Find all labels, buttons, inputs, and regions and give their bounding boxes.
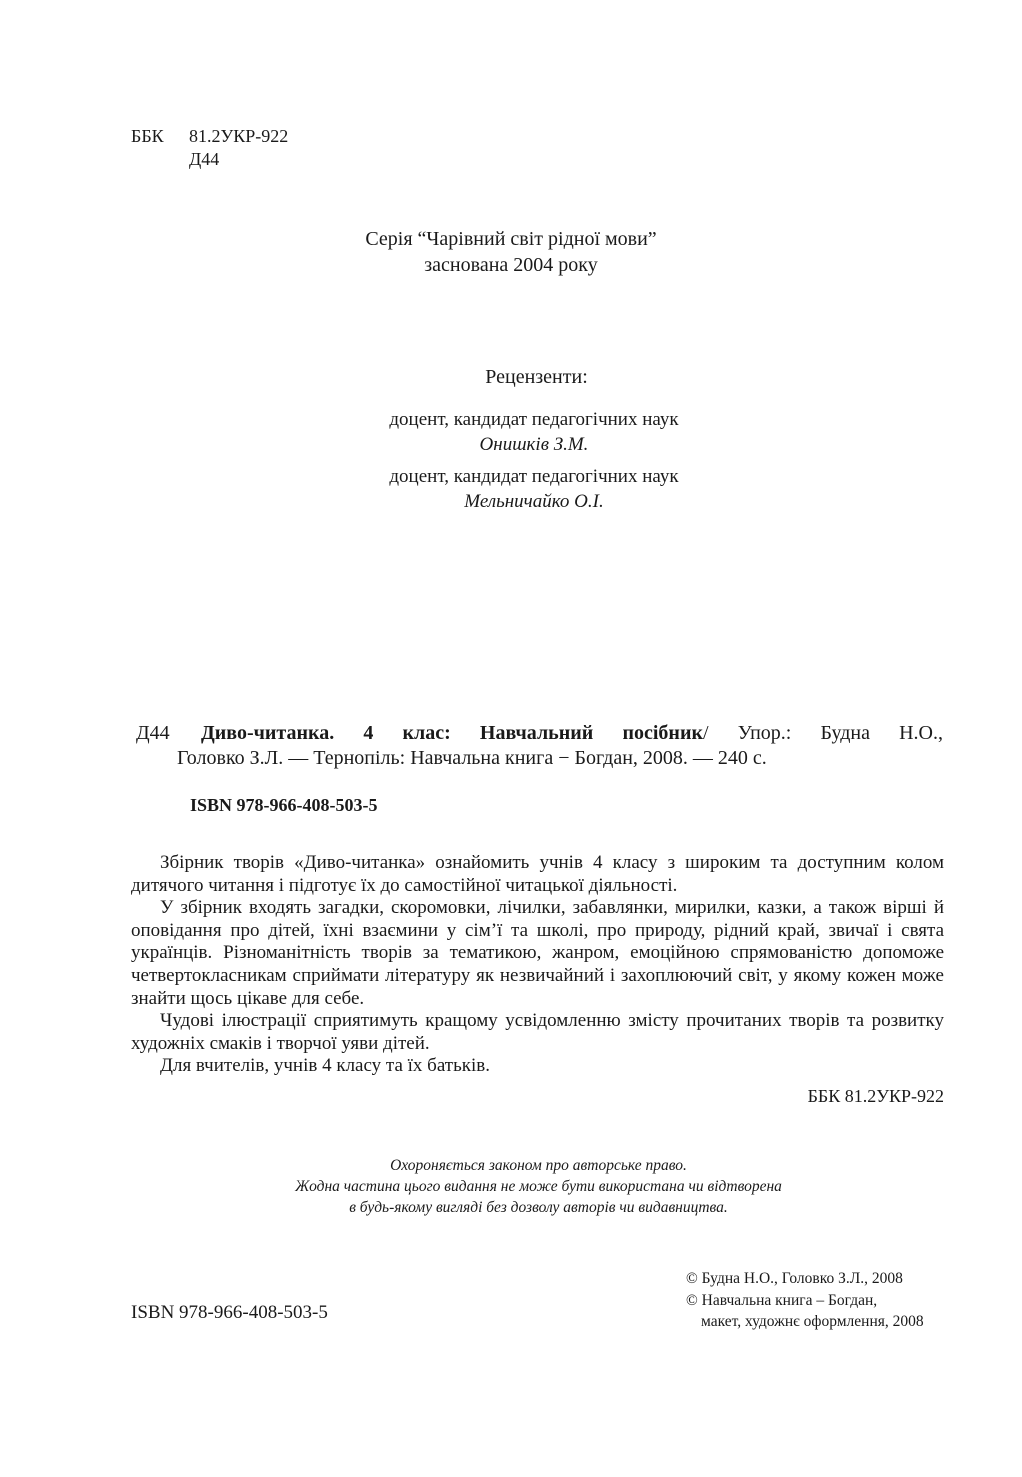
reviewers-title: Рецензенти: (485, 366, 588, 388)
copyright-holders (686, 1268, 924, 1333)
series-founded: заснована 2004 року (424, 254, 598, 276)
reviewer-position: доцент, кандидат педагогічних наук (389, 409, 679, 430)
reviewer-position: доцент, кандидат педагогічних наук (389, 466, 679, 487)
compilers: / Упор.: Будна Н.О., (703, 722, 943, 744)
reviewer-entry (0, 407, 1022, 457)
bbk-label: ББК (131, 126, 164, 146)
annotation (131, 852, 944, 1078)
isbn-main: ISBN 978-966-408-503-5 (190, 795, 378, 815)
catalog-publication-line: Головко З.Л. — Тернопіль: Навчальна книга − Богдан, 2008. — 240 с. (177, 747, 767, 769)
copyright-notice (0, 1155, 1022, 1218)
series-title: Серія “Чарівний світ рідної мови” (365, 228, 657, 250)
catalog-title-line (201, 722, 943, 745)
reviewer-name: Мельничайко О.І. (464, 491, 604, 512)
isbn-footer: ISBN 978-966-408-503-5 (131, 1302, 328, 1323)
notice-line: в будь-якому вигляді без дозволу авторів чи видавництва. (349, 1199, 728, 1216)
annotation-paragraph: У збірник входять загадки, скоромовки, лічилки, забавлянки, мирилки, казки, а також вірші й оповідання про дітей, їхні взаємини у сім’ї та школі, про природу, рідний край, звичаї і свята українців. Різноманітність творів за тематикою, жанром, емоційною спрямованістю допоможе четвертокласникам сприймати літературу як незвичайний і захоплюючий світ, у якому кожен може знайти щось цікаве для себе. (131, 897, 944, 1009)
book-title: Диво-читанка. 4 клас: Навчальний посібник (201, 722, 703, 744)
author-mark: Д44 (189, 149, 220, 169)
annotation-paragraph: Збірник творів «Диво-читанка» ознайомить учнів 4 класу з широким та доступним колом дитячого читання і підготує їх до самостійної читацької діяльності. (131, 852, 944, 896)
bbk-code: 81.2УКР-922 (189, 126, 289, 146)
copyright-line: макет, художнє оформлення, 2008 (701, 1313, 924, 1330)
bbk-bottom: ББК 81.2УКР-922 (807, 1086, 944, 1106)
series-block (0, 226, 1022, 278)
catalog-code: Д44 (136, 722, 170, 744)
copyright-line: © Будна Н.О., Головко З.Л., 2008 (686, 1270, 903, 1287)
notice-line: Жодна частина цього видання не може бути використана чи відтворена (295, 1178, 782, 1195)
annotation-paragraph: Чудові ілюстрації сприятимуть кращому усвідомленню змісту прочитаних творів та розвитку художніх смаків і творчої уяви дітей. (131, 1010, 944, 1054)
annotation-paragraph: Для вчителів, учнів 4 класу та їх батьків. (160, 1055, 490, 1077)
notice-line: Охороняється законом про авторське право. (390, 1157, 687, 1174)
reviewer-entry (0, 464, 1022, 514)
copyright-line: © Навчальна книга – Богдан, (686, 1291, 878, 1309)
reviewer-name: Онишків З.М. (479, 434, 589, 455)
